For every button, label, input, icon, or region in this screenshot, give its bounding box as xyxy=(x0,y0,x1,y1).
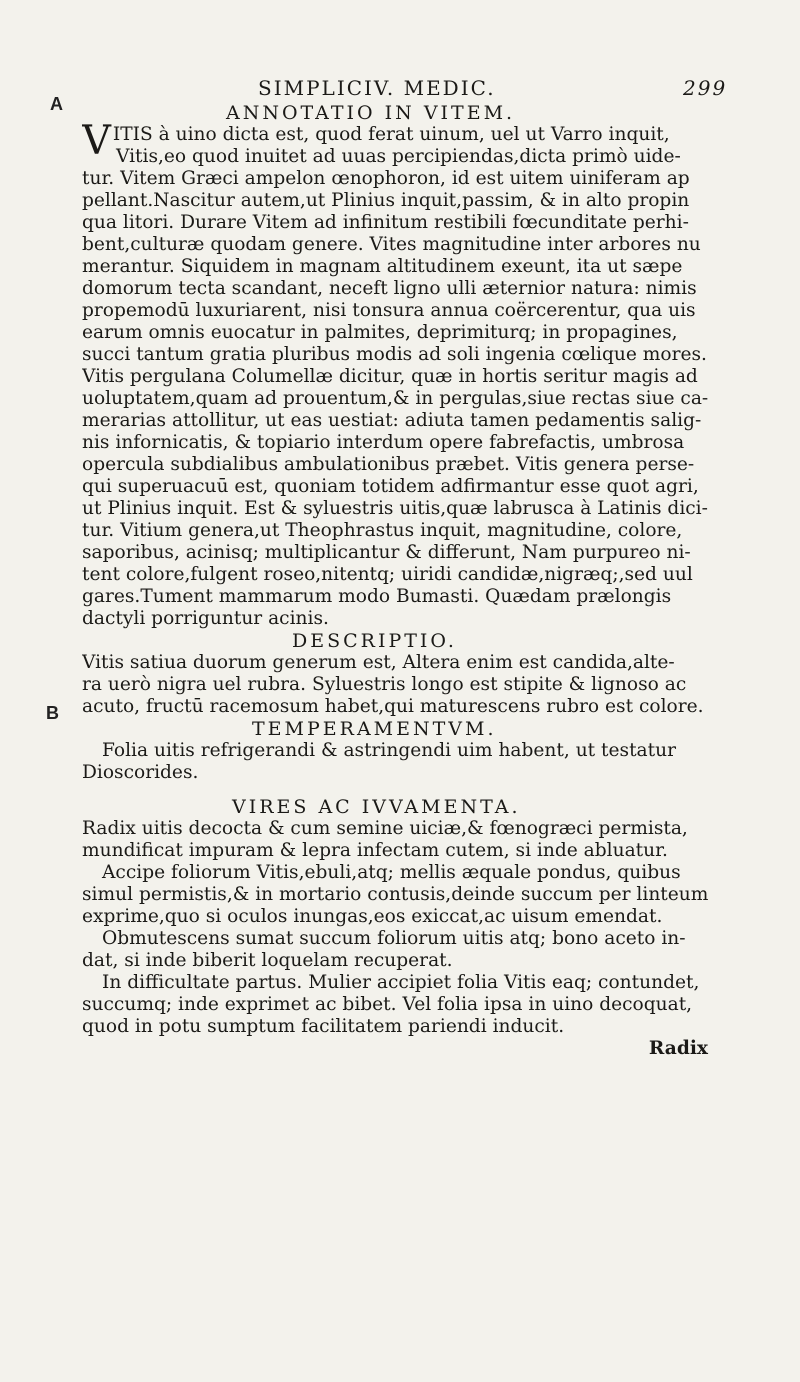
text-line: exprime,quo si oculos inungas,eos exiccat,ac uisum emendat. xyxy=(82,906,663,927)
margin-letter-b: B xyxy=(46,703,59,723)
descriptio-heading: DESCRIPTIO. xyxy=(292,630,457,652)
text-line: Vitis,eo quod inuitet ad uuas percipiendas,dicta primò uide- xyxy=(116,146,681,167)
text-line: Radix uitis decocta & cum semine uiciæ,& fœnogræci permista, xyxy=(82,818,688,839)
text-line: merarias attollitur, ut eas uestiat: adiuta tamen pedamentis salig- xyxy=(82,410,702,431)
text-line: mundificat impuram & lepra infectam cutem, si inde abluatur. xyxy=(82,840,668,861)
margin-letter-a: A xyxy=(50,94,63,114)
text-line: gares.Tument mammarum modo Bumasti. Quædam prælongis xyxy=(82,586,672,607)
text-line: propemodū luxuriarent, nisi tonsura annua coërcerentur, qua uis xyxy=(82,300,696,321)
vires-heading: VIRES AC IVVAMENTA. xyxy=(232,796,521,818)
text-line: simul permistis,& in mortario contusis,deinde succum per linteum xyxy=(82,884,709,905)
text-line: ra uerò nigra uel rubra. Syluestris longo est stipite & lignoso ac xyxy=(82,674,687,695)
drop-capital: V xyxy=(82,124,111,164)
text-line: dat, si inde biberit loquelam recuperat. xyxy=(82,950,453,971)
text-line: earum omnis euocatur in palmites, deprimiturq; in propagines, xyxy=(82,322,678,343)
text-line: Obmutescens sumat succum foliorum uitis atq; bono aceto in- xyxy=(102,928,686,949)
text-line: succumq; inde exprimet ac bibet. Vel folia ipsa in uino decoquat, xyxy=(82,994,693,1015)
text-line: uoluptatem,quam ad prouentum,& in pergulas,siue rectas siue ca- xyxy=(82,388,709,409)
text-line: In difficultate partus. Mulier accipiet folia Vitis eaq; contundet, xyxy=(102,972,700,993)
text-line: succi tantum gratia pluribus modis ad soli ingenia cœlique mores. xyxy=(82,344,707,365)
text-line: Vitis satiua duorum generum est, Altera enim est candida,alte- xyxy=(82,652,675,673)
text-line: tur. Vitium genera,ut Theophrastus inquit, magnitudine, colore, xyxy=(82,520,683,541)
text-line: dactyli porriguntur acinis. xyxy=(82,608,329,629)
text-line: pellant.Nascitur autem,ut Plinius inquit,passim, & in alto propin xyxy=(82,190,690,211)
text-line: Folia uitis refrigerandi & astringendi uim habent, ut testatur xyxy=(102,740,676,761)
text-line: saporibus, acinisq; multiplicantur & differunt, Nam purpureo ni- xyxy=(82,542,691,563)
text-line: qui superuacuū est, quoniam totidem adfirmantur esse quot agri, xyxy=(82,476,699,497)
text-line: Accipe foliorum Vitis,ebuli,atq; mellis æquale pondus, quibus xyxy=(102,862,681,883)
text-line: Dioscorides. xyxy=(82,762,199,783)
text-line: nis infornicatis, & topiario interdum opere fabrefactis, umbrosa xyxy=(82,432,685,453)
text-line: ut Plinius inquit. Est & syluestris uitis,quæ labrusca à Latinis dici- xyxy=(82,498,708,519)
text-line: tent colore,fulgent roseo,nitentq; uiridi candidæ,nigræq;,sed uul xyxy=(82,564,693,585)
main-text-block xyxy=(82,102,712,1060)
temperamentum-heading: TEMPERAMENTVM. xyxy=(252,718,497,740)
text-line: opercula subdialibus ambulationibus præbet. Vitis genera perse- xyxy=(82,454,695,475)
text-line: acuto, fructū racemosum habet,qui maturescens rubro est colore. xyxy=(82,696,704,717)
catchword: Radix xyxy=(648,1038,708,1059)
running-head-title: SIMPLICIV. MEDIC. xyxy=(258,76,496,100)
page-number: 299 xyxy=(683,76,728,100)
text-line: ITIS à uino dicta est, quod ferat uinum, uel ut Varro inquit, xyxy=(112,124,670,145)
text-line: tur. Vitem Græci ampelon œnophoron, id est uitem uiniferam ap xyxy=(82,168,690,189)
text-line: bent,culturæ quodam genere. Vites magnitudine inter arbores nu xyxy=(82,234,701,255)
text-line: quod in potu sumptum facilitatem pariendi inducit. xyxy=(82,1016,565,1037)
section-heading: ANNOTATIO IN VITEM. xyxy=(226,102,516,124)
text-line: merantur. Siquidem in magnam altitudinem exeunt, ita ut sæpe xyxy=(82,256,683,277)
text-line: Vitis pergulana Columellæ dicitur, quæ in hortis seritur magis ad xyxy=(82,366,698,387)
text-line: domorum tecta scandant, neceft ligno ulli æternior natura: nimis xyxy=(82,278,697,299)
text-line: qua litori. Durare Vitem ad infinitum restibili fœcunditate perhi- xyxy=(82,212,689,233)
